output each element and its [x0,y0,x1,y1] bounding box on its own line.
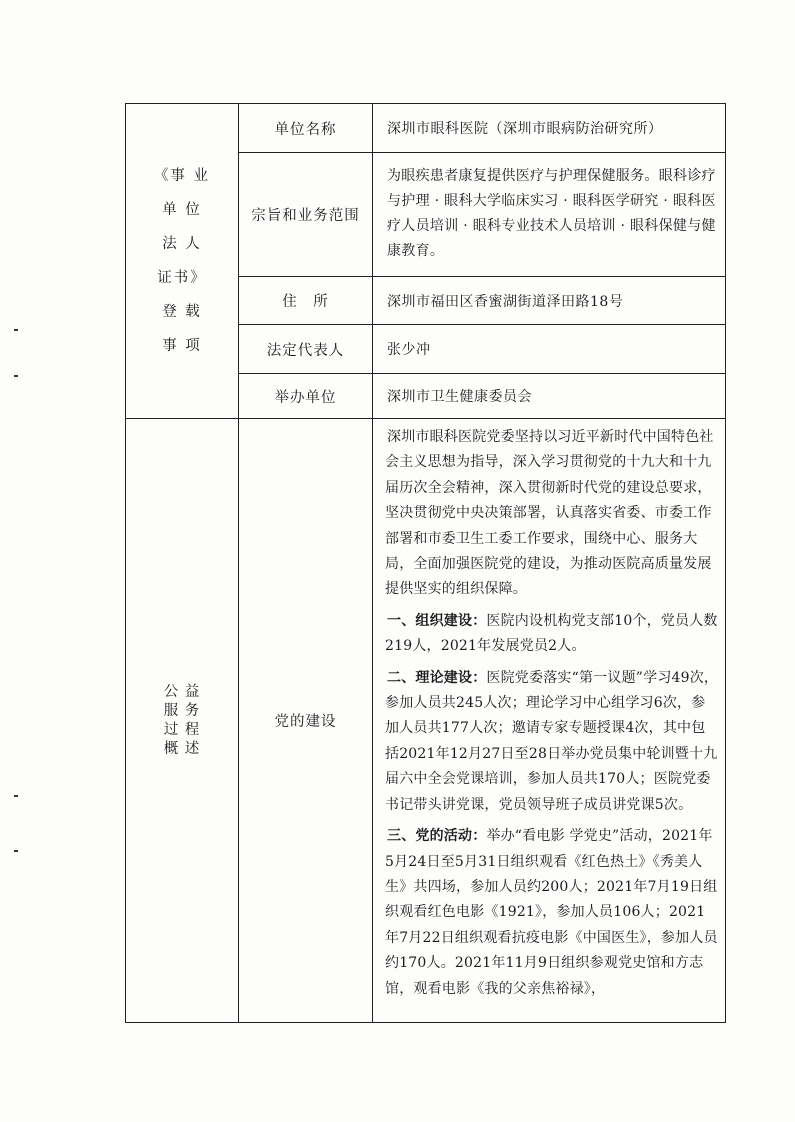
certificate-items-label: 《事 业 单 位 法 人 证书》 登 载 事 项 [126,104,239,419]
scope-label: 宗旨和业务范围 [239,153,373,277]
sponsor-label: 举办单位 [239,374,373,419]
unit-name-value: 深圳市眼科医院（深圳市眼病防治研究所） [373,104,726,153]
registration-table [125,103,726,1023]
section-organization [385,609,719,660]
section-body: 医院党委落实“第一议题”学习49次，参加人员共245人次；理论学习中心组学习6次，参加人员共177人次；邀请专家专题授课4次，其中包括2021年12月27日至28日举办党员集中轮训暨十九届六中全会党课培训，参加人员共170人；医院党委书记带头讲党课，党员领导班子成员讲党课5次。 [385,669,719,813]
section-title: 一、组织建设： [387,612,487,629]
scope-value: 为眼疾患者康复提供医疗与护理保健服务。眼科诊疗与护理 · 眼科大学临床实习 · 眼科医学研究 · 眼科医疗人员培训 · 眼科专业技术人员培训 · 眼科保健与健康教育。 [373,153,726,277]
party-building-label: 党的建设 [239,419,373,1023]
scan-mark [14,850,18,852]
party-intro: 深圳市眼科医院党委坚持以习近平新时代中国特色社会主义思想为指导，深入学习贯彻党的十九大和十九届历次全会精神，深入贯彻新时代党的建设总要求，坚决贯彻党中央决策部署，认真落实省委、市委工作部署和市委卫生工委工作要求，围绕中心、服务大局，全面加强医院党的建设，为推动医院高质量发展提供坚实的组织保障。 [385,429,714,598]
section-title: 二、理论建设： [387,669,487,686]
scan-mark [14,795,18,797]
scan-mark [14,329,18,331]
sponsor-value: 深圳市卫生健康委员会 [373,374,726,419]
scan-mark [14,375,18,377]
legal-rep-value: 张少冲 [373,325,726,374]
section-theory [385,666,719,818]
section-body: 举办“看电影 学党史”活动，2021年5月24日至5月31日组织观看《红色热土》《秀美人生》共四场，参加人员约200人；2021年7月19日组织观看红色电影《1921》，参加人员106人；2021年7月22日组织观看抗疫电影《中国医生》，参加人员约170人。2021年11月9日组织参观党史馆和方志馆，观看电影《我的父亲焦裕禄》， [385,828,718,997]
row-unit-name [126,104,726,153]
address-label: 住 所 [239,277,373,325]
party-building-content [373,419,726,1023]
section-activities [385,824,719,1002]
section-title: 三、党的活动： [387,828,487,845]
section-body: 医院内设机构党支部10个，党员人数219人，2021年发展党员2人。 [385,612,718,655]
address-value: 深圳市福田区香蜜湖街道泽田路18号 [373,277,726,325]
public-service-label: 公 益 服 务 过 程 概 述 [126,419,239,1023]
legal-rep-label: 法定代表人 [239,325,373,374]
unit-name-label: 单位名称 [239,104,373,153]
row-party-building [126,419,726,1023]
